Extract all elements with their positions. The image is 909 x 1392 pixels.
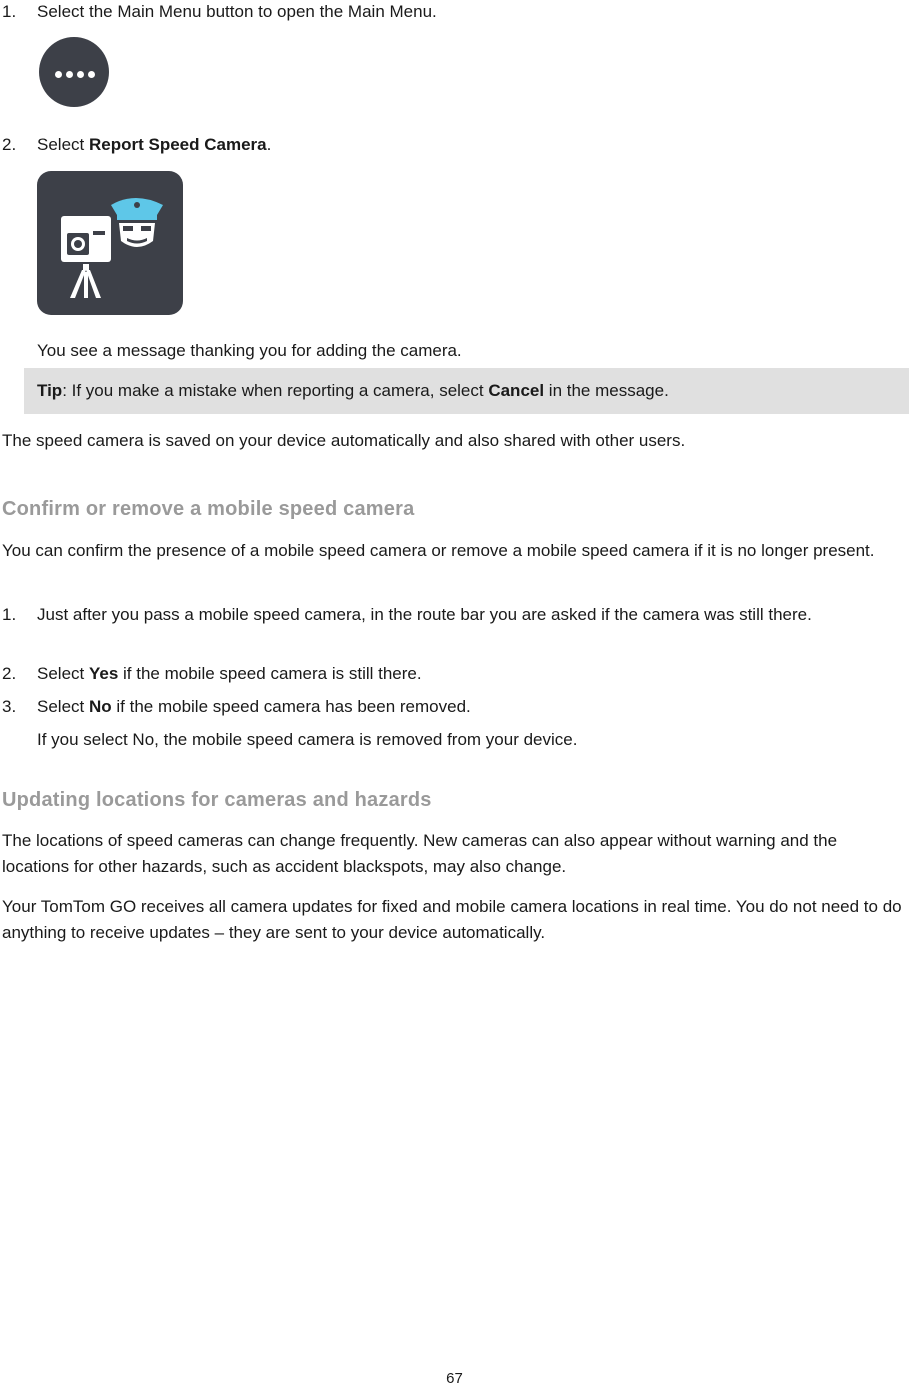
step-1-number: 1.: [2, 2, 17, 21]
list-item-number: 1.: [2, 605, 17, 624]
report-speed-camera-icon[interactable]: [37, 171, 183, 315]
saved-paragraph: The speed camera is saved on your device automatically and also shared with other users.: [2, 431, 686, 450]
list-item-text: Select No if the mobile speed camera has been removed.: [37, 697, 471, 716]
page-number: 67: [446, 1370, 463, 1387]
remove-note-text: If you select No, the mobile speed camera is removed from your device.: [37, 730, 578, 749]
step-2-text: Select Report Speed Camera.: [37, 135, 272, 154]
section-1-intro: You can confirm the presence of a mobile speed camera or remove a mobile speed camera if it is no longer present.: [2, 541, 875, 560]
thanks-message-text: You see a message thanking you for adding the camera.: [37, 341, 462, 360]
list-item-number: 3.: [2, 697, 17, 716]
list-item-number: 2.: [2, 664, 17, 683]
step-1-text: Select the Main Menu button to open the Main Menu.: [37, 2, 437, 21]
main-menu-icon[interactable]: [37, 35, 111, 109]
step-2-number: 2.: [2, 135, 17, 154]
list-item-text: Just after you pass a mobile speed camera, in the route bar you are asked if the camera was still there.: [37, 605, 812, 624]
section-heading-confirm: Confirm or remove a mobile speed camera: [2, 498, 415, 520]
list-item-text: Select Yes if the mobile speed camera is still there.: [37, 664, 422, 683]
tip-text: Tip: If you make a mistake when reporting a camera, select Cancel in the message.: [37, 381, 669, 400]
section-heading-updating: Updating locations for cameras and hazards: [2, 789, 432, 811]
section-2-paragraph-1: The locations of speed cameras can change frequently. New cameras can also appear without warning and the locations for other hazards, such as accident blackspots, may also change.: [2, 831, 838, 876]
tip-box: [24, 368, 909, 414]
section-2-paragraph-2: Your TomTom GO receives all camera updates for fixed and mobile camera locations in real time. You do not need to do anything to receive updates – they are sent to your device automatically.: [2, 897, 902, 942]
